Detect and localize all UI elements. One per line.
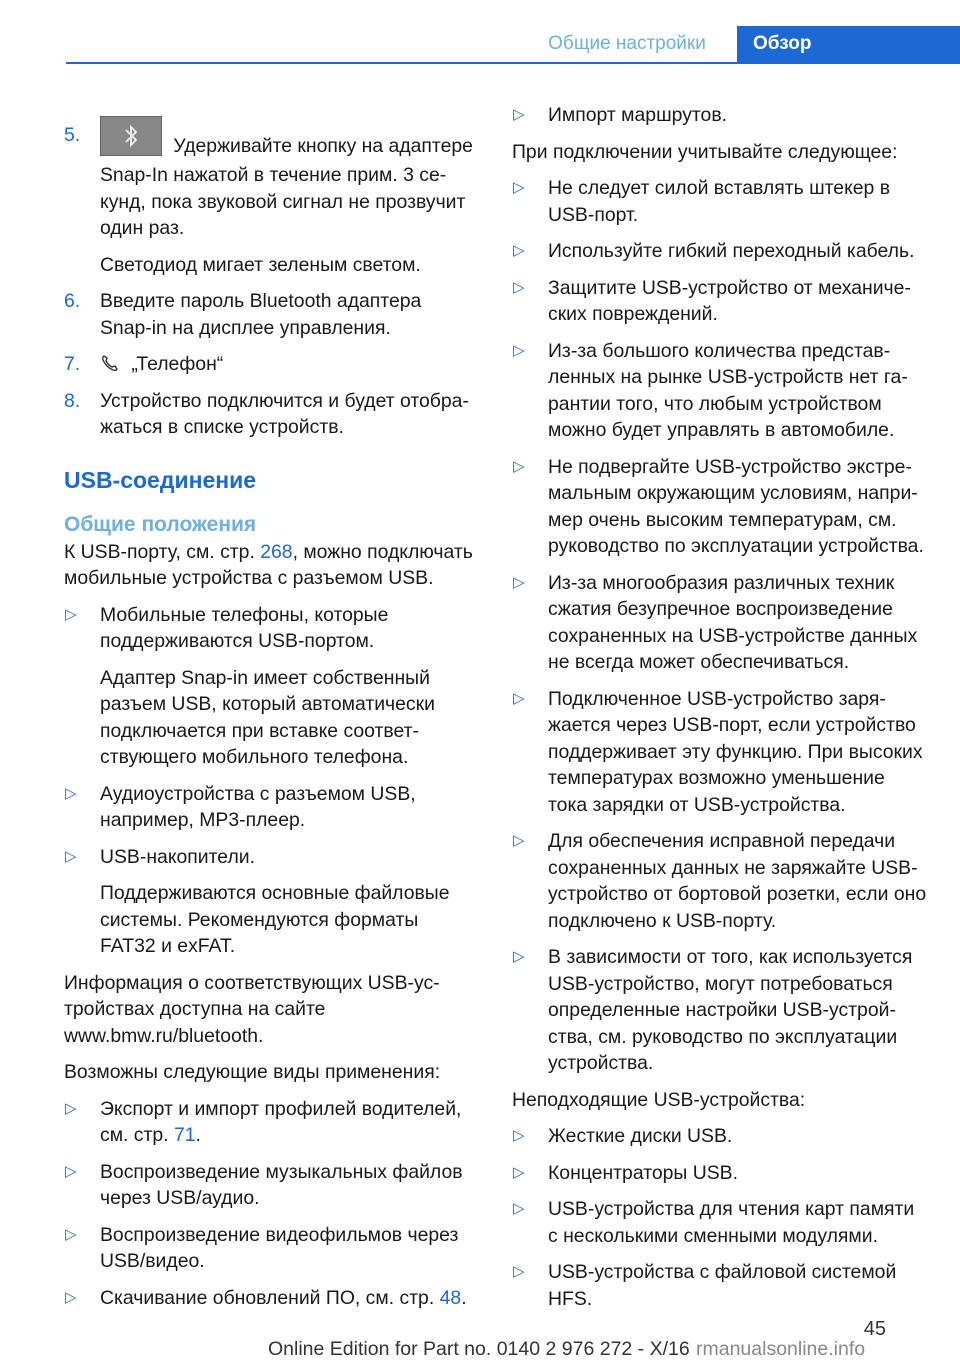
subsection-heading-general: Общие положения	[64, 512, 257, 536]
step-5	[64, 122, 474, 242]
list-item-text: Экспорт и импорт профилей водителей, см. стр.	[100, 1097, 462, 1146]
list-item-text: В зависимости от того, как используется USB-устройство, могут потребоваться определенные настройки USB-устройства, см. руководство по эксплуатации устройства.	[548, 946, 913, 1074]
right-column	[512, 102, 928, 1322]
list-item	[512, 1160, 928, 1187]
list-item-text: Концентраторы USB.	[548, 1161, 739, 1184]
step-text: Удерживайте кнопку на адаптере Snap-In нажатой в течение прим. 3 секунд, пока звуковой сигнал не прозвучит один раз.	[100, 135, 473, 239]
list-item-text: USB-устройства для чтения карт памяти с несколькими сменными модулями.	[548, 1198, 915, 1247]
list-item	[512, 275, 928, 328]
bullet-triangle-icon: ▷	[65, 1162, 77, 1180]
bullet-triangle-icon: ▷	[513, 179, 525, 196]
phone-icon	[100, 353, 122, 373]
intro-paragraph	[64, 539, 474, 592]
list-item-text: Для обеспечения исправной передачи сохраненных данных не заряжайте USB-устройство от бортовой розетки, если оно подключено к USB-порту.	[548, 830, 927, 932]
note-paragraph: При подключении учитывайте следующее:	[512, 140, 898, 163]
header-section-general-settings: Общие настройки	[548, 33, 706, 54]
header-rule	[66, 62, 960, 64]
bullet-triangle-icon: ▷	[513, 1127, 525, 1144]
list-item	[64, 1222, 474, 1275]
list-item-text: Из-за большого количества представленных на рынке USB-устройств нет гарантии того, что любым устройством можно будет управлять в автомобиле.	[548, 339, 908, 441]
bullet-triangle-icon: ▷	[513, 1263, 525, 1280]
list-item	[512, 828, 928, 934]
list-item-text: Жесткие диски USB.	[548, 1125, 733, 1147]
bullet-triangle-icon: ▷	[513, 832, 525, 849]
list-item-text: Мобильные телефоны, которые поддерживаются USB-портом.	[100, 603, 389, 652]
list-item-text: Воспроизведение видеофильмов через USB/видео.	[100, 1223, 459, 1272]
step-number: 6.	[64, 290, 81, 312]
bullet-triangle-icon: ▷	[65, 1225, 77, 1243]
bullet-triangle-icon: ▷	[513, 457, 525, 475]
bullet-triangle-icon: ▷	[513, 948, 525, 965]
list-item-text-end: .	[461, 1286, 467, 1309]
list-item	[512, 1123, 928, 1150]
list-item-text: Не следует силой вставлять штекер в USB-порт.	[548, 177, 891, 226]
list-item	[512, 175, 928, 228]
step-text: Введите пароль Bluetooth адаптера Snap-in на дисплее управления.	[100, 290, 422, 339]
step-text: Устройство подключится и будет отображаться в списке устройств.	[100, 389, 469, 438]
bullet-triangle-icon: ▷	[513, 1163, 525, 1181]
list-item	[512, 1196, 928, 1249]
bullet-triangle-icon: ▷	[513, 106, 525, 123]
list-item	[512, 102, 928, 129]
page-link-48[interactable]: 48	[439, 1286, 462, 1309]
bullet-triangle-icon: ▷	[513, 278, 525, 296]
list-item-text: Используйте гибкий переходный кабель.	[548, 240, 915, 262]
bullet-triangle-icon: ▷	[65, 1099, 77, 1117]
list-item	[64, 602, 474, 655]
page-link-268[interactable]: 268	[260, 540, 293, 563]
header-section-overview: Обзор	[737, 26, 960, 62]
list-item	[64, 844, 474, 871]
list-item	[512, 454, 928, 560]
page-header	[0, 26, 960, 62]
list-item-text: USB-накопители.	[100, 845, 255, 868]
list-item-text: Аудиоустройства с разъемом USB, например, MP3-плеер.	[100, 782, 416, 831]
step-8	[64, 388, 474, 441]
list-item	[64, 1285, 474, 1312]
step-6	[64, 288, 474, 341]
step-number: 7.	[64, 353, 81, 375]
edition-line: Online Edition for Part no. 0140 2 976 272 - X/16	[268, 1338, 690, 1360]
list-item	[512, 686, 928, 819]
list-item	[64, 1096, 474, 1149]
step-7	[64, 351, 474, 378]
bullet-triangle-icon: ▷	[65, 1288, 77, 1306]
bullet-triangle-icon: ▷	[513, 1200, 525, 1217]
bullet-triangle-icon: ▷	[513, 573, 525, 591]
list-item-text-end: .	[195, 1124, 201, 1146]
info-paragraph: Информация о соответствующих USB-устройствах доступна на сайте www.bmw.ru/bluetooth.	[64, 971, 440, 1047]
page-link-71[interactable]: 71	[173, 1124, 196, 1146]
step-5-note: Светодиод мигает зеленым светом.	[100, 253, 421, 276]
section-heading-usb: USB-соединение	[64, 466, 257, 493]
list-item-text: Не подвергайте USB-устройство экстремальным окружающим условиям, например очень высоким температурам, см. руководство по эксплуатации устройства.	[548, 455, 924, 557]
list-item-text: Из-за многообразия различных техник сжатия безупречное воспроизведение сохраненных на USB-устройстве данных не всегда может обеспечиваться.	[548, 571, 918, 673]
list-item-text: Подключенное USB-устройство заряжается через USB-порт, если устройство поддерживает эту функцию. При высоких температурах возможно уменьшение тока зарядки от USB-устройства.	[548, 687, 923, 816]
intro-text-end: , можно подключать мобильные устройства с разъемом USB.	[64, 540, 473, 589]
step-number: 8.	[64, 389, 81, 412]
list-item-note: Адаптер Snap-in имеет собственный разъем USB, который автоматически подключается при вставке соответствующего мобильного телефона.	[100, 666, 435, 768]
list-item-text: Защитите USB-устройство от механических повреждений.	[548, 276, 911, 325]
list-item	[64, 1159, 474, 1212]
bluetooth-icon	[100, 116, 162, 156]
intro-text: К USB-порту, см. стр.	[64, 540, 261, 563]
list-item	[512, 570, 928, 676]
list-item-text: Импорт маршрутов.	[548, 104, 728, 126]
page-number: 45	[863, 1318, 886, 1340]
list-item	[512, 338, 928, 444]
list-item	[512, 238, 928, 265]
list-item	[64, 781, 474, 834]
bullet-triangle-icon: ▷	[513, 689, 525, 707]
list-item	[512, 1259, 928, 1312]
list-item	[512, 944, 928, 1077]
step-text: „Телефон“	[131, 353, 224, 375]
unsuitable-paragraph: Неподходящие USB-устройства:	[512, 1088, 806, 1111]
list-item-text: Воспроизведение музыкальных файлов через USB/аудио.	[100, 1160, 463, 1209]
bullet-triangle-icon: ▷	[65, 847, 77, 865]
bullet-triangle-icon: ▷	[65, 784, 77, 802]
bullet-triangle-icon: ▷	[65, 605, 77, 623]
list-item-text: Скачивание обновлений ПО, см. стр.	[100, 1286, 440, 1309]
step-number: 5.	[64, 124, 81, 146]
left-column	[64, 122, 474, 1321]
list-item-note: Поддерживаются основные файловые системы. Рекомендуются форматы FAT32 и exFAT.	[100, 882, 450, 957]
list-item-text: USB-устройства с файловой системой HFS.	[548, 1261, 897, 1310]
bullet-triangle-icon: ▷	[513, 341, 525, 359]
watermark: rmanualsonline.info	[696, 1338, 866, 1360]
uses-paragraph: Возможны следующие виды применения:	[64, 1061, 441, 1083]
bullet-triangle-icon: ▷	[513, 242, 525, 259]
